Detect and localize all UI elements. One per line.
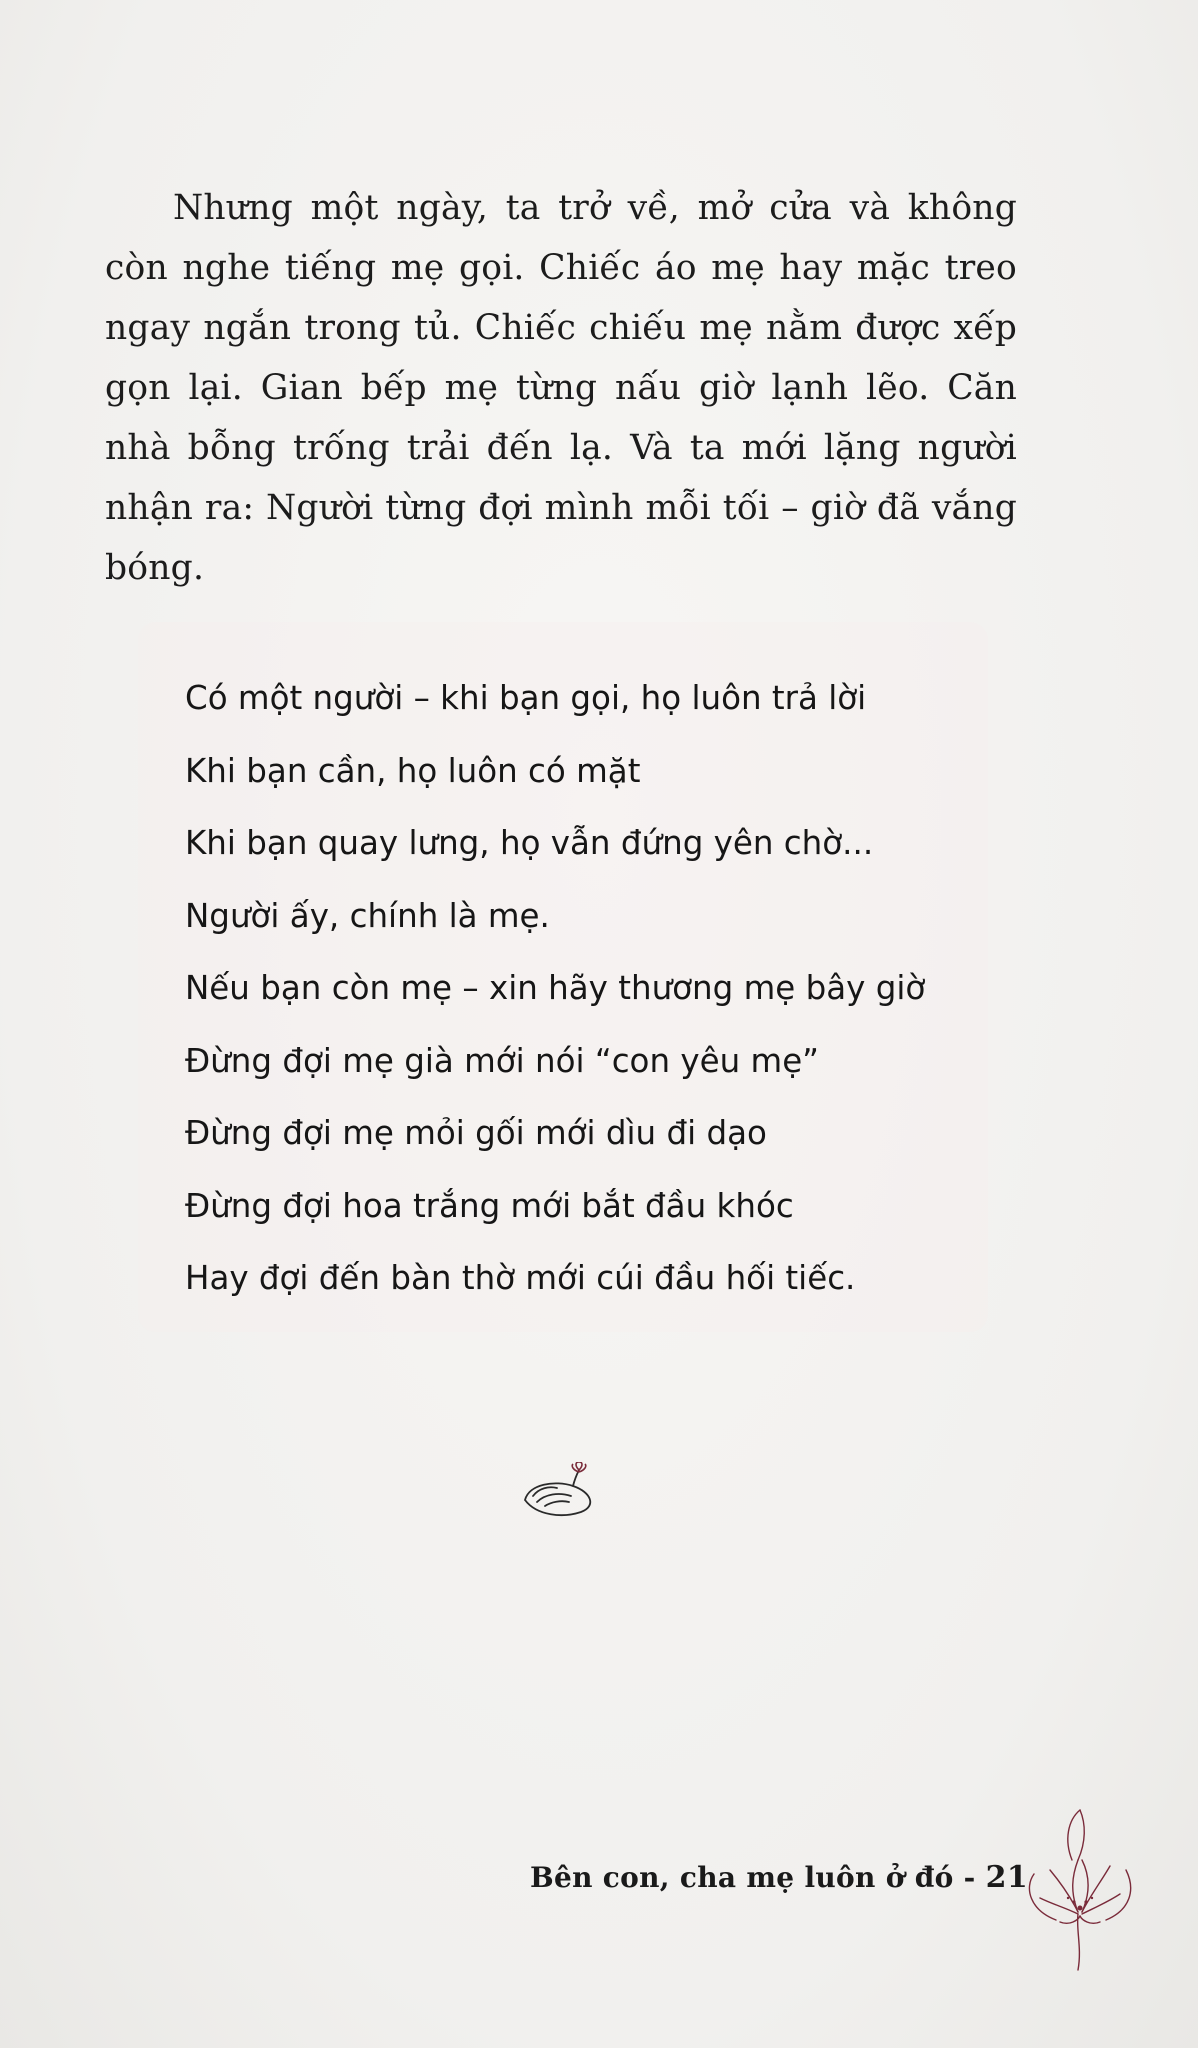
running-footer [530, 1860, 1028, 1895]
poem-line: Hay đợi đến bàn thờ mới cúi đầu hối tiếc. [185, 1259, 856, 1297]
lotus-flower-icon [1020, 1800, 1140, 1975]
running-title: Bên con, cha mẹ luôn ở đó - [530, 1861, 976, 1894]
poem-line: Khi bạn cần, họ luôn có mặt [185, 751, 641, 790]
body-paragraph: Nhưng một ngày, ta trở về, mở cửa và không còn nghe tiếng mẹ gọi. Chiếc áo mẹ hay mặc treo ngay ngắn trong tủ. Chiếc chiếu mẹ nằm được xếp gọn lại. Gian bếp mẹ từng nấu giờ lạnh lẽo. Căn nhà bỗng trống trải đến lạ. Và ta mới lặng người nhận ra: Người từng đợi mình mỗi tối – giờ đã vắng bóng. [105, 188, 1017, 588]
page-number: 21 [985, 1860, 1028, 1895]
poem-line: Đừng đợi hoa trắng mới bắt đầu khóc [185, 1186, 794, 1225]
poem-line: Khi bạn quay lưng, họ vẫn đứng yên chờ... [185, 824, 874, 862]
lotus-leaf-ornament-icon [515, 1462, 610, 1522]
poem-block [185, 662, 1005, 1315]
poem-line: Người ấy, chính là mẹ. [185, 896, 550, 935]
poem-line: Nếu bạn còn mẹ – xin hãy thương mẹ bây giờ [185, 969, 926, 1007]
poem-line: Có một người – khi bạn gọi, họ luôn trả lời [185, 679, 867, 717]
poem-line: Đừng đợi mẹ già mới nói “con yêu mẹ” [185, 1041, 820, 1080]
poem-line: Đừng đợi mẹ mỏi gối mới dìu đi dạo [185, 1114, 767, 1152]
